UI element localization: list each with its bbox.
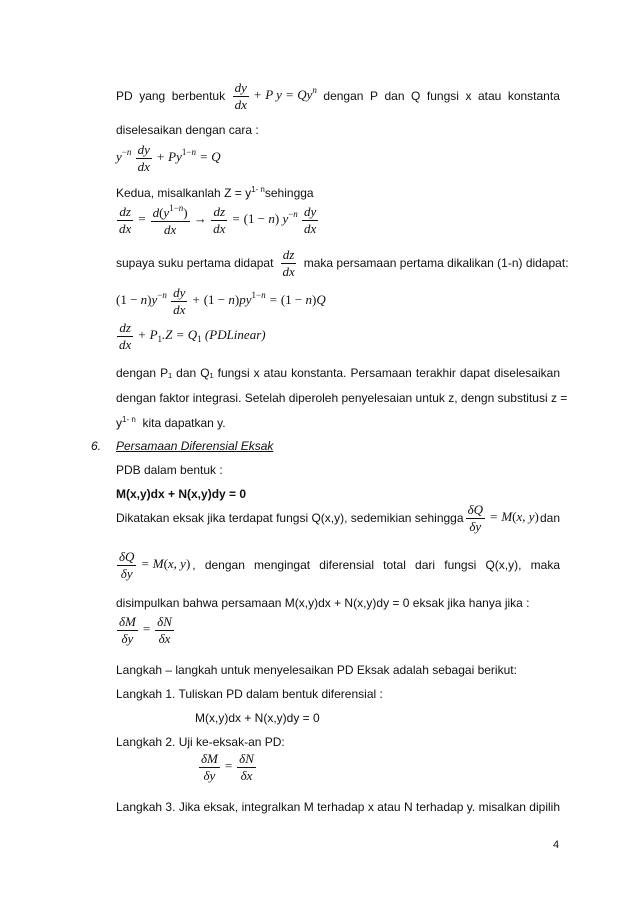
bernoulli-equation: $\frac{dy}{dx}$ + P $y = Qy^n$ [234, 79, 317, 112]
word: x [465, 89, 472, 103]
paragraph-line: $\frac{\delta Q}{\delta y}$ = M(x, y) , dengan mengingat diferensial total dari fungsi Q(x,y), maka [119, 548, 560, 581]
text-line: PDB dalam bentuk : [116, 463, 223, 477]
paragraph-line: Dikatakan eksak jika terdapat fungsi Q(x,y), sedemikian sehingga $\frac{\delta Q}{\delta y}$ = M(x, y) dan [116, 501, 560, 534]
text-line: Kedua, misalkanlah $Z = y^{1- n}sehingga$ [116, 185, 314, 200]
word: PD [116, 89, 133, 103]
exactness-condition: $\frac{\delta M}{\delta y}$ = $\frac{\delta N}{\delta x}$ [119, 614, 172, 646]
text-line: disimpulkan bahwa persamaan M(x,y)dx + N(x,y)dy = 0 eksak jika hanya jika : [116, 596, 530, 610]
word: Q [411, 89, 421, 103]
word: yang [139, 89, 166, 103]
equation-multiplied: $y^{-n}$ $\frac{dy}{dx}$ + $Py^{1-n} = Q$ [116, 142, 221, 174]
word: berbentuk [171, 89, 226, 103]
word: fungsi [426, 89, 459, 103]
text-line: Langkah – langkah untuk menyelesaikan PD Eksak adalah sebagai berikut: [116, 663, 517, 677]
step-2-condition: $\frac{\delta M}{\delta y}$ = $\frac{\delta N}{\delta x}$ [201, 751, 254, 783]
word: atau [477, 89, 502, 103]
text-line: supaya suku pertama didapat $\frac{dz}{dx}$ maka persamaan pertama dikalikan (1-n) didapat: [116, 247, 569, 279]
step-1-equation: M(x,y)dx + N(x,y)dy = 0 [195, 711, 320, 725]
word: dan [384, 89, 405, 103]
paragraph-line: dengan P₁ dan Q₁ fungsi x atau konstanta. Persamaan terakhir dapat diselesaikan [116, 366, 560, 380]
paragraph-line: dengan faktor integrasi. Setelah diperoleh penyelesaian untuk z, dengn substitusi z = [116, 391, 568, 405]
word: P [369, 89, 378, 103]
paragraph-line: $y^{1- n}$ kita dapatkan y. [116, 415, 226, 430]
step-2: Langkah 2. Uji ke-eksak-an PD: [116, 735, 285, 749]
word: konstanta [507, 89, 560, 103]
step-1: Langkah 1. Tuliskan PD dalam bentuk diferensial : [116, 687, 383, 701]
linear-equation: $\frac{dz}{dx}$ + $P_1.Z = Q_1$ (PDLinear) [119, 320, 266, 352]
step-3: Langkah 3. Jika eksak, integralkan M terhadap x atau N terhadap y. misalkan dipilih [116, 800, 560, 814]
substitution-equation: $\frac{dz}{dx}$ = $\frac{d(y^{1-n})}{dx}$ → $\frac{dz}{dx}$ = (1 − n) $y^{-n}$ $\frac{dy}{dx}$ [119, 203, 317, 237]
equation-times-1-minus-n: $(1 - n)y^{-n}$ $\frac{dy}{dx}$ + $(1 - n)py^{1-n} = (1 - n)Q$ [116, 285, 326, 317]
text-line: diselesaikan dengan cara : [116, 123, 259, 137]
section-number: 6. [91, 439, 102, 453]
page-number: 4 [553, 839, 560, 851]
word: dengan [323, 89, 364, 103]
intro-line [116, 80, 560, 112]
exact-equation: M(x,y)dx + N(x,y)dy = 0 [116, 487, 247, 501]
section-title: Persamaan Diferensial Eksak [116, 439, 274, 453]
